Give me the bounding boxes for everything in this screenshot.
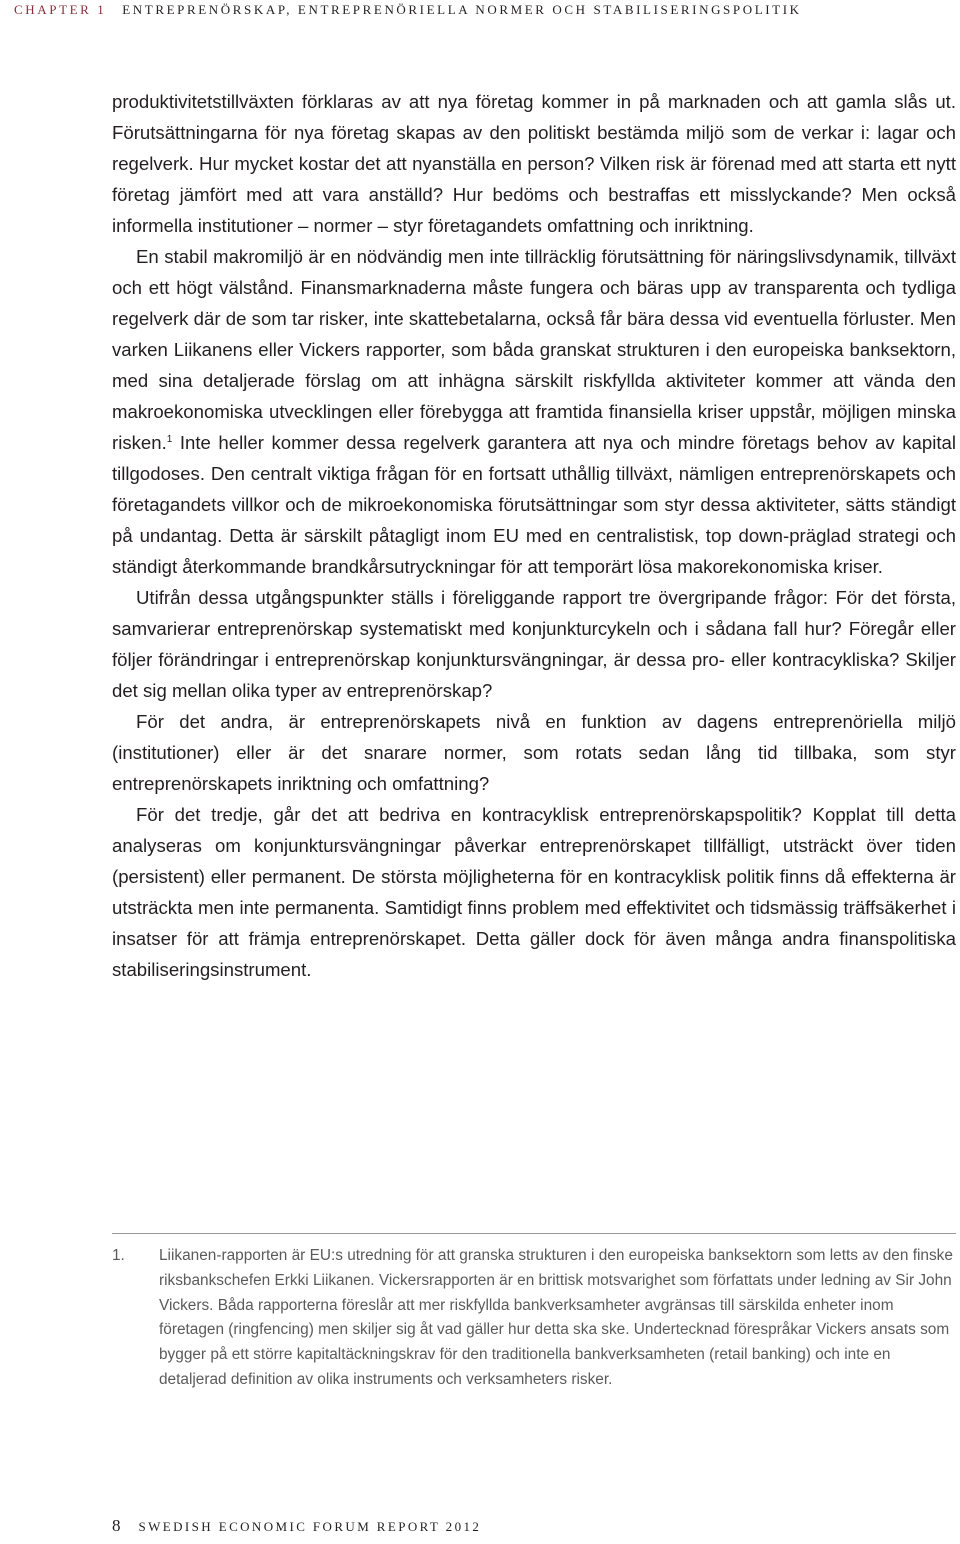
paragraph: produktivitetstillväxten förklaras av att nya företag kommer in på marknaden och att gamla slås ut. Förutsättningarna för nya företag skapas av den politiskt bestämda miljö som de verkar i: lagar och regelverk. Hur mycket kostar det att nyanställa en person? Vilken risk är förenad med att starta ett nytt företag jämfört med att vara anställd? Hur bedöms och bestraffas ett misslyckande? Men också informella institutioner – normer – styr företagandets omfattning och inriktning. bbox=[112, 91, 956, 236]
paragraph: För det tredje, går det att bedriva en kontracyklisk entreprenörskapspolitik? Kopplat till detta analyseras om konjunktursvängningar påverkar entreprenörskapet tillfälligt, utsträckt över tiden (persistent) eller permanent. De största möjligheterna för en kontracyklisk politik finns då effekterna är utsträckta men inte permanenta. Samtidigt finns problem med effektivitet och tidsmässig träffsäkerhet i insatser för att främja entreprenörskapet. Detta gäller dock för även många andra finanspolitiska stabiliseringsinstrument. bbox=[112, 804, 956, 980]
footnote-reference[interactable]: 1 bbox=[166, 433, 173, 445]
main-text bbox=[112, 86, 956, 985]
paragraph: Utifrån dessa utgångspunkter ställs i föreliggande rapport tre övergripande frågor: För det första, samvarierar entreprenörskap systematiskt med konjunkturcykeln och i sådana fall hur? Föregår eller följer förändringar i entreprenörskap konjunktursvängningar, är dessa pro- eller kontracykliska? Skiljer det sig mellan olika typer av entreprenörskap? bbox=[112, 587, 956, 701]
paragraph: För det andra, är entreprenörskapets nivå en funktion av dagens entreprenöriella miljö (institutioner) eller är det snarare normer, som rotats sedan lång tid tillbaka, som styr entreprenörskapets inriktning och omfattning? bbox=[112, 711, 956, 794]
paragraph-text: En stabil makromiljö är en nödvändig men inte tillräcklig förutsättning för näringslivsdynamik, tillväxt och ett högt välstånd. Finansmarknaderna måste fungera och bäras upp av transparenta och tydliga regelverk där de som tar risker, inte skattebetalarna, också får bära dessa vid eventuella förluster. Men varken Liikanens eller Vickers rapporter, som båda granskat strukturen i den europeiska banksektorn, med sina detaljerade förslag om att inhägna särskilt riskfyllda aktiviteter kommer att vända den makroekonomiska utvecklingen eller förebygga att framtida finansiella kriser uppstår, möjligen minska risken. bbox=[112, 246, 956, 453]
footnote-divider bbox=[112, 1233, 956, 1234]
footnote-number: 1. bbox=[112, 1247, 125, 1264]
publication-title: SWEDISH ECONOMIC FORUM REPORT 2012 bbox=[138, 1519, 482, 1534]
running-header bbox=[14, 2, 802, 22]
paragraph-text: Inte heller kommer dessa regelverk garantera att nya och mindre företags behov av kapital tillgodoses. Den centralt viktiga frågan för en fortsatt uthållig tillväxt, nämligen entreprenörskapets och företagandets villkor och de mikroekonomiska förutsättningar som styr dessa aktiviteter, sätts ständigt på undantag. Detta är särskilt påtagligt inom EU med en centralistisk, top down-präglad strategi och ständigt återkommande brandkårsutryckningar för att temporärt lösa makorekonomiska kriser. bbox=[112, 432, 956, 577]
chapter-label: CHAPTER 1 bbox=[14, 2, 107, 17]
paragraph bbox=[112, 241, 956, 582]
page-footer bbox=[112, 1516, 481, 1536]
page-number: 8 bbox=[112, 1516, 121, 1535]
chapter-title: ENTREPRENÖRSKAP, ENTREPRENÖRIELLA NORMER OCH STABILISERINGSPOLITIK bbox=[122, 2, 802, 17]
footnote-text: Liikanen-rapporten är EU:s utredning för att granska strukturen i den europeiska banksektorn som letts av den finske riksbankschefen Erkki Liikanen. Vickersrapporten är en brittisk motsvarighet som författats under ledning av Sir John Vickers. Båda rapporterna föreslår att mer riskfyllda bankverksamheter avgränsas till särskilda enheter inom företagen (ringfencing) men skiljer sig åt vad gäller hur detta ska ske. Undertecknad förespråkar Vickers ansats som bygger på ett större kapitaltäckningskrav för den traditionella bankverksamheten (retail banking) och inte en detaljerad definition av olika instruments och verksamheters risker. bbox=[159, 1247, 953, 1388]
footnote bbox=[112, 1244, 956, 1393]
